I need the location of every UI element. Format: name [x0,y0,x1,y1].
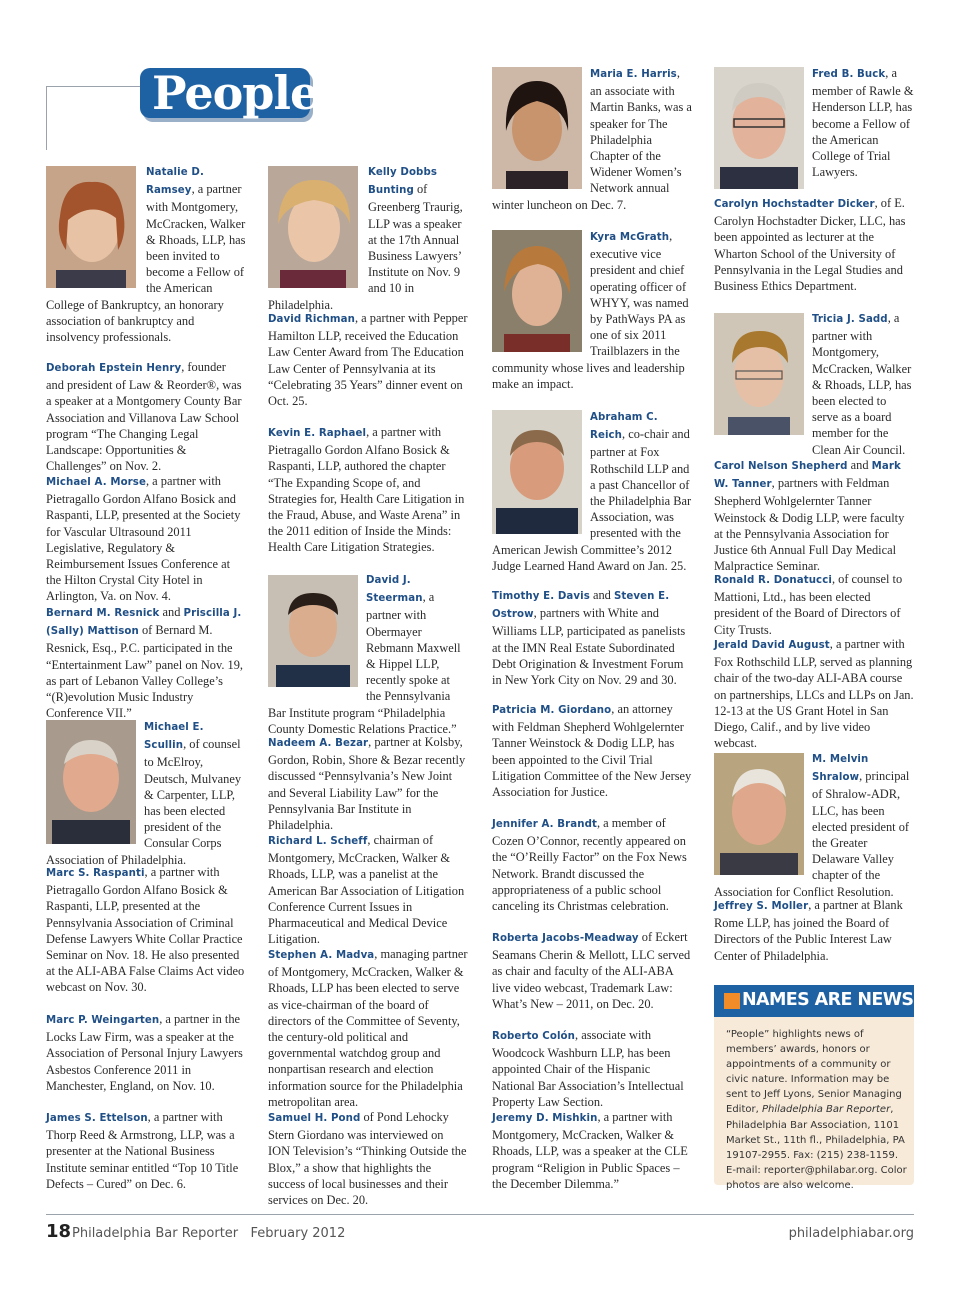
entry-natalie-ramsey: Natalie D. Ramsey, a partner with Montgomery, McCracken, Walker & Rhoads, LLP, has been invited to become a Fellow of the American College of Bankruptcy, an honorary association of bankruptcy and insolvency professionals. [46,167,246,345]
entry-maria-harris: Maria E. Harris, an associate with Martin Banks, was a speaker for The Philadelphia Chapter of the Widener Women’s Network annual winter luncheon on Dec. 7. [492,66,692,212]
orange-square-icon [724,993,740,1009]
entry-fred-buck: Fred B. Buck, a member of Rawle & Henderson LLP, has become a Fellow of the American College of Trial Lawyers. [812,66,914,180]
entry-roberto-colon: Roberto Colón, associate with Woodcock Washburn LLP, has been appointed Chair of the Hispanic National Bar Association’s Intellectual Property Law Section. [492,1028,684,1109]
website-url: philadelphiabar.org [788,1226,914,1241]
entry-ronald-donatucci: Ronald R. Donatucci, of counsel to Mattioni, Ltd., has been elected president of the Board of Directors of City Trusts. [714,572,903,637]
section-title: People [152,66,319,120]
entry-jerald-august: Jerald David August, a partner with Fox Rothschild LLP, served as planning chair of the two-day ALI-ABA course on partnerships, LLCs and LLPs on Jan. 12-13 at the US Grant Hotel in San Diego, Calif., and by live video webcast. [714,637,914,751]
entry-marc-raspanti: Marc S. Raspanti, a partner with Pietragallo Gordon Alfano Bosick & Raspanti, LLP, presented at the Pennsylvania Association of Criminal Defense Lawyers White Collar Practice Seminar on Nov. 18. He also presented at the ALI-ABA False Claims Act video webcast on Nov. 30. [46,865,245,995]
entry-james-ettelson: James S. Ettelson, a partner with Thorp Reed & Armstrong, LLP, was a presenter at the National Business Institute seminar entitled “Top 10 Title Defects – Cured” on Dec. 6. [46,1110,239,1191]
entry-nadeem-bezar: Nadeem A. Bezar, partner at Kolsby, Gordon, Robin, Shore & Bezar recently discussed “Pennsylvania’s New Joint and Several Liability Law” for the Pennsylvania Bar Institute in Philadelphia. [268,735,466,833]
entry-carolyn-dicker: Carolyn Hochstadter Dicker, of E. Carolyn Hochstadter Dicker, LLC, has been appointed as lecturer at the Wharton School of the University of Pennsylvania in the Legal Studies and Business Ethics Department. [714,196,906,294]
entry-marc-weingarten: Marc P. Weingarten, a partner in the Locks Law Firm, was a speaker at the Association of Personal Injury Lawyers Asbestos Conference 2011 in Manchester, England, on Nov. 10. [46,1012,243,1093]
header-rule [46,86,142,87]
entry-bernard-resnick: Bernard M. Resnick and Priscilla J. (Sally) Mattison of Bernard M. Resnick, Esq., P.C. participated in the “Entertainment Law” panel on Nov. 19, as part of Lebanon Valley College’s “(R)evolution Music Industry Conference VII.” [46,605,244,721]
publication-name: Philadelphia Bar Reporter February 2012 [72,1226,346,1241]
entry-david-steerman: David J. Steerman, a partner with Obermayer Rebmann Maxwell & Hippel LLP, recently spoke at the Pennsylvania Bar Institute program “Philadelphia County Domestic Relations Practice.” [268,575,461,736]
entry-kevin-raphael: Kevin E. Raphael, a partner with Pietragallo Gordon Alfano Bosick & Raspanti, LLP, authored the chapter “The Expanding Scope of, and Strategies for, Health Care Litigation in the Fraud, Abuse, and Waste Arena” in the 2011 edition of Inside the Minds: Health Care Litigation Strategies. [268,425,465,555]
entry-carol-shepherd: Carol Nelson Shepherd and Mark W. Tanner, partners with Feldman Shepherd Wohlgelernter Tanner Weinstock & Dodig LLP, were faculty at the Pennsylvania Association for Justice 6th Annual Full Day Medical Malpractice Seminar. [714,458,905,574]
names-are-news-box [714,985,914,1191]
entry-stephen-madva: Stephen A. Madva, managing partner of Montgomery, McCracken, Walker & Rhoads, LLP has been elected to serve as vice-chairman of the board of directors of the Committee of Seventy, the century-old political and governmental watchdog group and nonpartisan research and election information source for the Philadelphia metropolitan area. [268,947,468,1109]
footer-rule [46,1214,914,1215]
names-are-news-text: “People” highlights news of members’ awards, honors or appointments of a community or civic nature. Information may be sent to Jeff Lyons, Senior Managing Editor, Philadelphia Bar Reporter, Philadelphia Bar Association, 1101 Market St., 11th fl., Philadelphia, PA 19107-2955. Fax: (215) 238-1159. E-mail: reporter@philabar.org. Color photos are also welcome. [726,1029,907,1191]
header-rule-vertical [46,86,47,150]
entry-richard-scheff: Richard L. Scheff, chairman of Montgomery, McCracken, Walker & Rhoads, LLP, was a panelist at the American Bar Association of Litigation Conference Current Issues in Pharmaceutical and Medical Device Litigation. [268,833,465,947]
entry-kyra-mcgrath: Kyra McGrath, executive vice president and chief operating officer of WHYY, was named by PathWays PA as one of six 2011 Trailblazers in the community whose lives and leadership make an impact. [492,229,689,391]
entry-deborah-henry: Deborah Epstein Henry, founder and president of Law & Reorder®, was a speaker at a Montgomery County Bar Association and Villanova Law School program “The Changing Legal Landscape: Opportunities & Challenges” on Nov. 2. [46,360,242,474]
entry-kelly-bunting: Kelly Dobbs Bunting of Greenberg Traurig, LLP was a speaker at the 17th Annual Business Lawyers’ Institute on Nov. 9 and 10 in Philadelphia. [268,167,463,312]
names-are-news-title: NAMES ARE NEWS [742,990,914,1010]
names-are-news-header [714,985,914,1017]
entry-jeffrey-moller: Jeffrey S. Moller, a partner at Blank Rome LLP, has joined the Board of Directors of the Public Interest Law Center of Philadelphia. [714,898,903,963]
entry-michael-morse: Michael A. Morse, a partner with Pietragallo Gordon Alfano Bosick and Raspanti, LLP, presented at the Society for Vascular Ultrasound 2011 Legislative, Regulatory & Reimbursement Issues Conference at the Hilton Crystal City Hotel in Arlington, Va. on Nov. 4. [46,474,241,604]
entry-david-richman: David Richman, a partner with Pepper Hamilton LLP, received the Education Law Center Award from The Education Law Center of Pennsylvania at its “Celebrating 35 Years” dinner event on Oct. 25. [268,311,468,409]
entry-michael-scullin: Michael E. Scullin, of counsel to McElroy, Deutsch, Mulvaney & Carpenter, LLP, has been elected president of the Consular Corps Association of Philadelphia. [46,722,242,867]
entry-abraham-reich: Abraham C. Reich, co-chair and partner at Fox Rothschild LLP and a past Chancellor of the Philadelphia Bar Association, was presented with the American Jewish Committee’s 2012 Judge Learned Hand Award on Jan. 25. [492,412,692,573]
entry-jeremy-mishkin: Jeremy D. Mishkin, a partner with Montgomery, McCracken, Walker & Rhoads, LLP, was a speaker at the CLE program “Religion in Public Spaces – the December Dilemma.” [492,1110,688,1191]
entry-jennifer-brandt: Jennifer A. Brandt, a member of Cozen O’Connor, recently appeared on the “O’Reilly Factor” on the Fox News Network. Brandt discussed the appropriateness of a public school canceling its Christmas celebration. [492,816,687,914]
entry-samuel-pond: Samuel H. Pond of Pond Lehocky Stern Giordano was interviewed on ION Television’s “Thinking Outside the Blox,” a show that highlights the success of local businesses and their services on Dec. 20. [268,1110,467,1208]
entry-tricia-sadd: Tricia J. Sadd, a partner with Montgomery, McCracken, Walker & Rhoads, LLP, has been elected to serve as a board member for the Clean Air Council. [812,311,912,457]
section-title-tab [140,66,319,120]
entry-patricia-giordano: Patricia M. Giordano, an attorney with Feldman Shepherd Wohlgelernter Tanner Weinstock & Dodig LLP, has been appointed to the Civil Trial Litigation Committee of the New Jersey Association for Justice. [492,702,692,800]
entry-melvin-shralow: M. Melvin Shralow, principal of Shralow-ADR, LLC, has been elected president of the Greater Delaware Valley chapter of the Association for Conflict Resolution. [714,754,910,899]
page-number: 18 [46,1221,72,1242]
entry-roberta-jacobs-meadway: Roberta Jacobs-Meadway of Eckert Seamans Cherin & Mellott, LLC served as chair and faculty of the ALI-ABA live video webcast, Trademark Law: What’s New – 2011, on Dec. 20. [492,930,691,1011]
entry-timothy-davis: Timothy E. Davis and Steven E. Ostrow, partners with White and Williams LLP, participated as panelists at the IMN Real Estate Subordinated Debt Origination & Investment Forum in New York City on Nov. 29 and 30. [492,588,686,688]
